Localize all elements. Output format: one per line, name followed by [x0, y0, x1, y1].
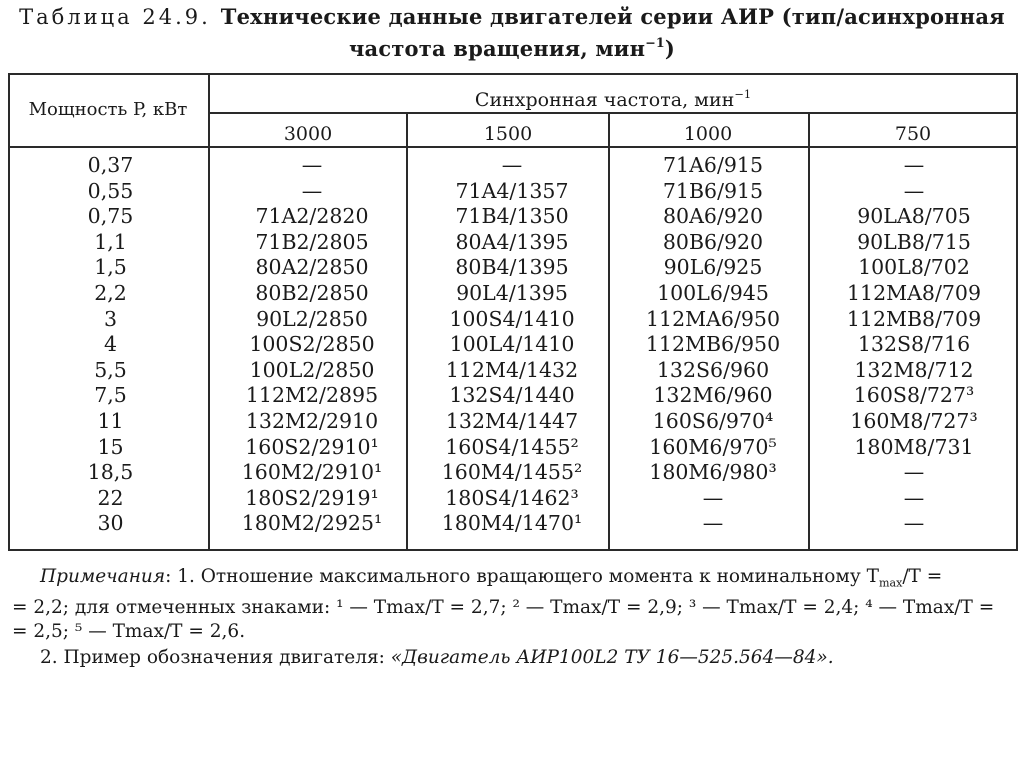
- motor-cell: 112MB8/709: [846, 306, 982, 331]
- power-header: Мощность P, кВт: [28, 99, 188, 120]
- power-cell: 18,5: [87, 460, 134, 485]
- motor-cell: —: [903, 511, 925, 536]
- note-1-sub: max: [878, 576, 903, 590]
- motor-cell: 100S2/2850: [249, 332, 375, 357]
- column-1000: [613, 153, 813, 537]
- motor-cell: 80B6/920: [662, 229, 764, 254]
- motor-cell: —: [301, 153, 323, 177]
- power-cell: 4: [103, 332, 118, 357]
- motor-cell: 180S2/2919¹: [245, 485, 379, 510]
- sync-speed-header: [208, 87, 1018, 111]
- power-cell: 11: [97, 408, 124, 433]
- motor-cell: 132S4/1440: [449, 383, 575, 408]
- power-cell: 7,5: [94, 383, 127, 408]
- motor-cell: 112M2/2895: [245, 383, 379, 408]
- motor-cell: 180M2/2925¹: [241, 511, 383, 536]
- column-3000: [213, 153, 411, 537]
- motor-cell: 160M4/1455²: [441, 460, 583, 485]
- motor-cell: 100L6/945: [657, 280, 769, 305]
- motor-cell: 132M8/712: [854, 357, 974, 382]
- power-column: [8, 153, 213, 537]
- motor-cell: 80A2/2850: [255, 255, 369, 280]
- motor-cell: 71A2/2820: [255, 204, 369, 229]
- motor-cell: 71B4/1350: [455, 204, 569, 229]
- power-cell: 0,55: [87, 178, 134, 203]
- motor-cell: 160M6/970⁵: [649, 434, 777, 459]
- motor-cell: —: [903, 153, 925, 177]
- motor-cell: 160S6/970⁴: [652, 408, 774, 433]
- motor-cell: 180S4/1462³: [445, 485, 579, 510]
- power-cell: 2,2: [94, 280, 127, 305]
- motor-cell: 100S4/1410: [449, 306, 575, 331]
- motor-cell: —: [702, 485, 724, 510]
- notes-label: Примечания: [40, 566, 166, 587]
- title-line2-main: частота вращения, мин: [348, 36, 646, 61]
- motor-cell: 90LB8/715: [857, 229, 971, 254]
- motor-cell: 100L4/1410: [449, 332, 575, 357]
- speed-header-750: 750: [894, 123, 932, 145]
- power-cell: 0,75: [87, 204, 134, 229]
- power-cell: 15: [97, 434, 124, 459]
- motor-cell: 180M8/731: [854, 434, 974, 459]
- motor-cell: —: [501, 153, 523, 177]
- table-right-rule: [1016, 73, 1018, 551]
- speed-header-3000: 3000: [283, 123, 333, 145]
- motor-cell: 80A6/920: [663, 204, 763, 229]
- motor-cell: 132M4/1447: [445, 408, 579, 433]
- motor-cell: 160M8/727³: [850, 408, 978, 433]
- table-title-line1: Технические данные двигателей серии АИР (тип/асинхронная: [220, 4, 1005, 29]
- speed-header-rule: [208, 112, 1018, 114]
- power-cell: 22: [97, 485, 124, 510]
- motor-cell: 90L2/2850: [256, 306, 368, 331]
- note-2-example: «Двигатель АИР100L2 ТУ 16—525.564—84».: [390, 646, 834, 668]
- motor-cell: 90L6/925: [663, 255, 763, 280]
- table-top-rule: [8, 73, 1018, 75]
- motor-cell: 90L4/1395: [456, 280, 568, 305]
- motor-cell: 100L8/702: [858, 255, 970, 280]
- motor-cell: 80A4/1395: [455, 229, 569, 254]
- motor-cell: 71A6/915: [663, 153, 763, 177]
- note-2-prefix: 2. Пример обозначения двигателя:: [40, 646, 391, 668]
- power-cell: 3: [103, 306, 118, 331]
- note-line-3: = 2,5; ⁵ — Tmax/T = 2,6.: [12, 620, 246, 642]
- motor-cell: 71B2/2805: [255, 229, 369, 254]
- motor-cell: 112MB6/950: [645, 332, 781, 357]
- power-cell: 1,5: [94, 255, 127, 280]
- note-line-1: [40, 565, 1018, 596]
- motor-cell: 71B6/915: [662, 178, 764, 203]
- motor-cell: 160S8/727³: [853, 383, 975, 408]
- motor-cell: 100L2/2850: [249, 357, 375, 382]
- sync-speed-sup: −1: [734, 87, 752, 102]
- header-bottom-rule: [8, 146, 1018, 148]
- title-line2-sup: −1: [645, 35, 665, 51]
- motor-cell: 160S2/2910¹: [245, 434, 379, 459]
- motor-cell: 71A4/1357: [455, 178, 569, 203]
- power-cell: 5,5: [94, 357, 127, 382]
- motor-cell: —: [903, 485, 925, 510]
- motor-cell: 112MA6/950: [645, 306, 780, 331]
- note-line-2: = 2,2; для отмеченных знаками: ¹ — Tmax/T = 2,7; ² — Tmax/T = 2,9; ³ — Tmax/T = 2,4; ⁴ — Tmax/T =: [12, 596, 995, 618]
- motor-data-table: [8, 73, 1018, 551]
- motor-cell: 132M6/960: [653, 383, 773, 408]
- motor-cell: 112M4/1432: [445, 357, 579, 382]
- motor-cell: 90LA8/705: [857, 204, 971, 229]
- table-title-line2: [0, 35, 1024, 61]
- table-notes: [12, 565, 1018, 670]
- motor-cell: 132S6/960: [656, 357, 770, 382]
- motor-cell: —: [903, 460, 925, 485]
- motor-cell: 180M4/1470¹: [441, 511, 583, 536]
- column-750: [813, 153, 1015, 537]
- motor-cell: 132M2/2910: [245, 408, 379, 433]
- power-cell: 30: [97, 511, 124, 536]
- motor-cell: —: [702, 511, 724, 536]
- power-cell: 1,1: [94, 229, 127, 254]
- motor-cell: 180M6/980³: [649, 460, 777, 485]
- motor-cell: 80B4/1395: [455, 255, 569, 280]
- note-line-4: [40, 646, 1018, 670]
- column-1500: [411, 153, 613, 537]
- speed-header-1000: 1000: [683, 123, 733, 145]
- motor-cell: 160M2/2910¹: [241, 460, 383, 485]
- note-1-tail: /T =: [902, 566, 943, 587]
- table-number: Таблица 24.9.: [19, 5, 211, 29]
- motor-cell: —: [301, 178, 323, 203]
- motor-cell: 132S8/716: [857, 332, 971, 357]
- motor-cell: —: [903, 178, 925, 203]
- sync-speed-label: Синхронная частота, мин: [474, 89, 735, 111]
- power-cell: 0,37: [87, 153, 134, 177]
- table-title: [0, 6, 1024, 28]
- speed-header-1500: 1500: [483, 123, 533, 145]
- table-bottom-rule: [8, 549, 1018, 551]
- title-line2-tail: ): [664, 36, 675, 61]
- motor-cell: 80B2/2850: [255, 280, 369, 305]
- motor-cell: 160S4/1455²: [445, 434, 579, 459]
- note-1-text: : 1. Отношение максимального вращающего момента к номинальному T: [165, 566, 879, 587]
- motor-cell: 112MA8/709: [846, 280, 981, 305]
